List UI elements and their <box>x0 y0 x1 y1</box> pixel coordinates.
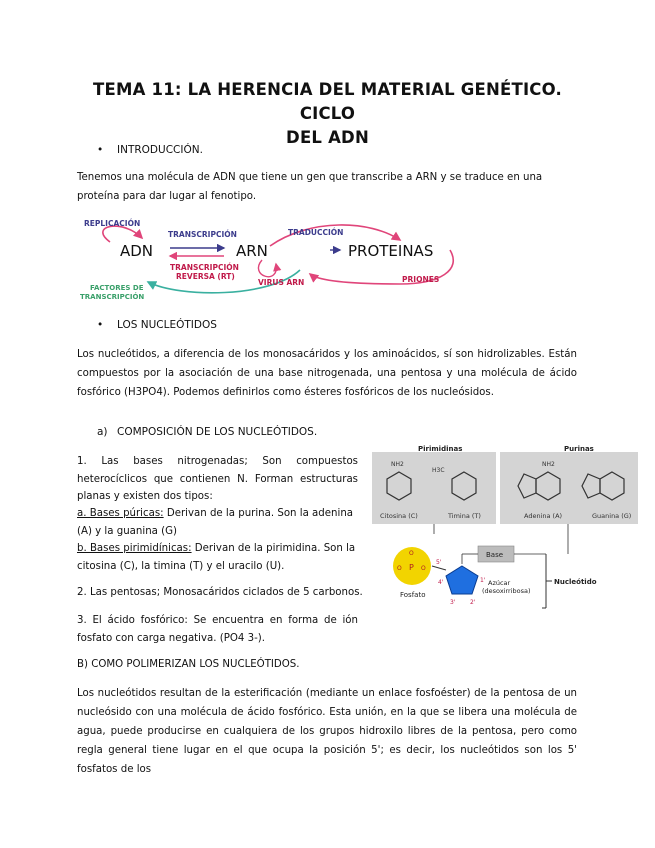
polimerizan-paragraph: Los nucleótidos resultan de la esterificación (mediante un enlace fosfoéster) de la pentosa de un nucleósido con una molécula de ácido fosfórico. Esta unión, en la que se libera una molécula de agua, puede producirse en cualquiera de los grupos hidroxilo libres de la pentosa, pero como regla general tiene lugar en el que ocupa la posición 5'; es decir, los nucleótidos son los 5' fosfatos de los <box>77 688 577 775</box>
bullet-dot: • <box>97 319 104 331</box>
sugar-pentagon <box>446 566 478 594</box>
phosphate-o-right: O <box>421 565 426 572</box>
label-replicacion: REPLICACIÓN <box>84 219 141 228</box>
label-factores-1: FACTORES DE <box>90 284 144 292</box>
adenina-label: Adenina (A) <box>524 512 563 520</box>
label-virus-arn: VIRUS ARN <box>258 278 305 287</box>
label-transcripcion: TRANSCRIPCIÓN <box>168 230 237 239</box>
nucleotido-label: Nucleótido <box>554 578 597 586</box>
phosphate-o-left: O <box>397 565 402 572</box>
citosina-nh2: NH2 <box>391 461 404 468</box>
adenina-nh2: NH2 <box>542 461 555 468</box>
sub-heading-composicion <box>97 426 377 442</box>
phosphate-o-top: O <box>409 550 414 557</box>
sub-a-label: a) <box>97 426 108 438</box>
bullet-introduccion <box>97 144 397 160</box>
label-transcripcion-reversa-2: REVERSA (RT) <box>176 272 235 281</box>
intro-paragraph: Tenemos una molécula de ADN que tiene un gen que transcribe a ARN y se traduce en una proteína para dar lugar al fenotipo. <box>77 172 543 202</box>
phosphate-p: P <box>409 563 414 572</box>
node-arn: ARN <box>236 242 268 260</box>
page-title <box>70 78 585 150</box>
item-bases-pirimidinicas <box>77 540 358 575</box>
fosfato-label: Fosfato <box>400 591 426 599</box>
label-priones: PRIONES <box>402 275 440 284</box>
title-line-2: DEL ADN <box>286 128 369 147</box>
node-proteinas: PROTEINAS <box>348 242 434 260</box>
central-dogma-diagram <box>70 212 470 304</box>
bases-puricas-text: Derivan de la purina. Son la adenina (A) y la guanina (G) <box>77 508 354 537</box>
citosina-label: Citosina (C) <box>380 512 418 520</box>
sugar-c5: 5' <box>436 559 442 566</box>
node-adn: ADN <box>120 242 154 260</box>
bullet-nucleotidos <box>97 319 397 335</box>
guanina-label: Guanina (G) <box>592 512 632 520</box>
item-pentosas: 2. Las pentosas; Monosacáridos ciclados de 5 carbonos. <box>77 587 363 598</box>
sugar-c4: 4' <box>438 579 444 586</box>
item-acido-fosforico: 3. El ácido fosfórico: Se encuentra en forma de ión fosfato con carga negativa. (PO4 3-). <box>77 615 358 644</box>
item-bases-nitrogenadas: 1. Las bases nitrogenadas; Son compuestos heterocíclicos que contienen N. Forman estructuras planas y existen dos tipos: <box>77 456 358 502</box>
timina-ch3: H3C <box>432 467 445 474</box>
timina-label: Timina (T) <box>448 512 481 520</box>
section-heading-nucleotidos: LOS NUCLEÓTIDOS <box>117 319 217 331</box>
sub-a-title: COMPOSICIÓN DE LOS NUCLEÓTIDOS. <box>117 426 318 438</box>
bullet-dot: • <box>97 144 104 156</box>
sub-heading-polimerizan: B) COMO POLIMERIZAN LOS NUCLEÓTIDOS. <box>77 659 300 670</box>
bases-puricas-label: a. Bases púricas: <box>77 508 164 519</box>
sugar-c2: 2' <box>470 599 476 606</box>
base-label: Base <box>486 551 504 559</box>
purinas-title: Purinas <box>564 445 594 453</box>
label-transcripcion-reversa-1: TRANSCRIPCIÓN <box>170 263 239 272</box>
replication-arrow <box>103 226 142 242</box>
label-factores-2: TRANSCRIPCIÓN <box>80 293 145 301</box>
nucleotidos-paragraph: Los nucleótidos, a diferencia de los monosacáridos y los aminoácidos, sí son hidrolizables. Están compuestos por la asociación de una base nitrogenada, una pentosa y una molécula de ácido fosfórico (H3PO4). Podemos definirlos como ésteres fosfóricos de los nucleósidos. <box>77 349 577 398</box>
label-traduccion: TRADUCCIÓN <box>288 228 344 237</box>
section-heading-introduccion: INTRODUCCIÓN. <box>117 144 203 156</box>
title-line-1: TEMA 11: LA HERENCIA DEL MATERIAL GENÉTICO. CICLO <box>93 80 562 123</box>
sugar-c5-bond <box>432 566 446 570</box>
bases-pirimidinicas-label: b. Bases pirimidínicas: <box>77 543 192 554</box>
item-bases-puricas <box>77 505 358 540</box>
azucar-label-2: (desoxirribosa) <box>482 587 531 595</box>
bases-pirimidinicas-text: Derivan de la pirimidina. Son la citosina (C), la timina (T) y el uracilo (U). <box>77 543 356 572</box>
sugar-c1: 1' <box>480 577 486 584</box>
pirimidinas-title: Pirimidinas <box>418 445 463 453</box>
virus-arn-loop <box>258 260 276 277</box>
sugar-c3: 3' <box>450 599 456 606</box>
azucar-label-1: Azúcar <box>488 579 511 587</box>
nucleotide-structure-figure <box>366 442 646 620</box>
